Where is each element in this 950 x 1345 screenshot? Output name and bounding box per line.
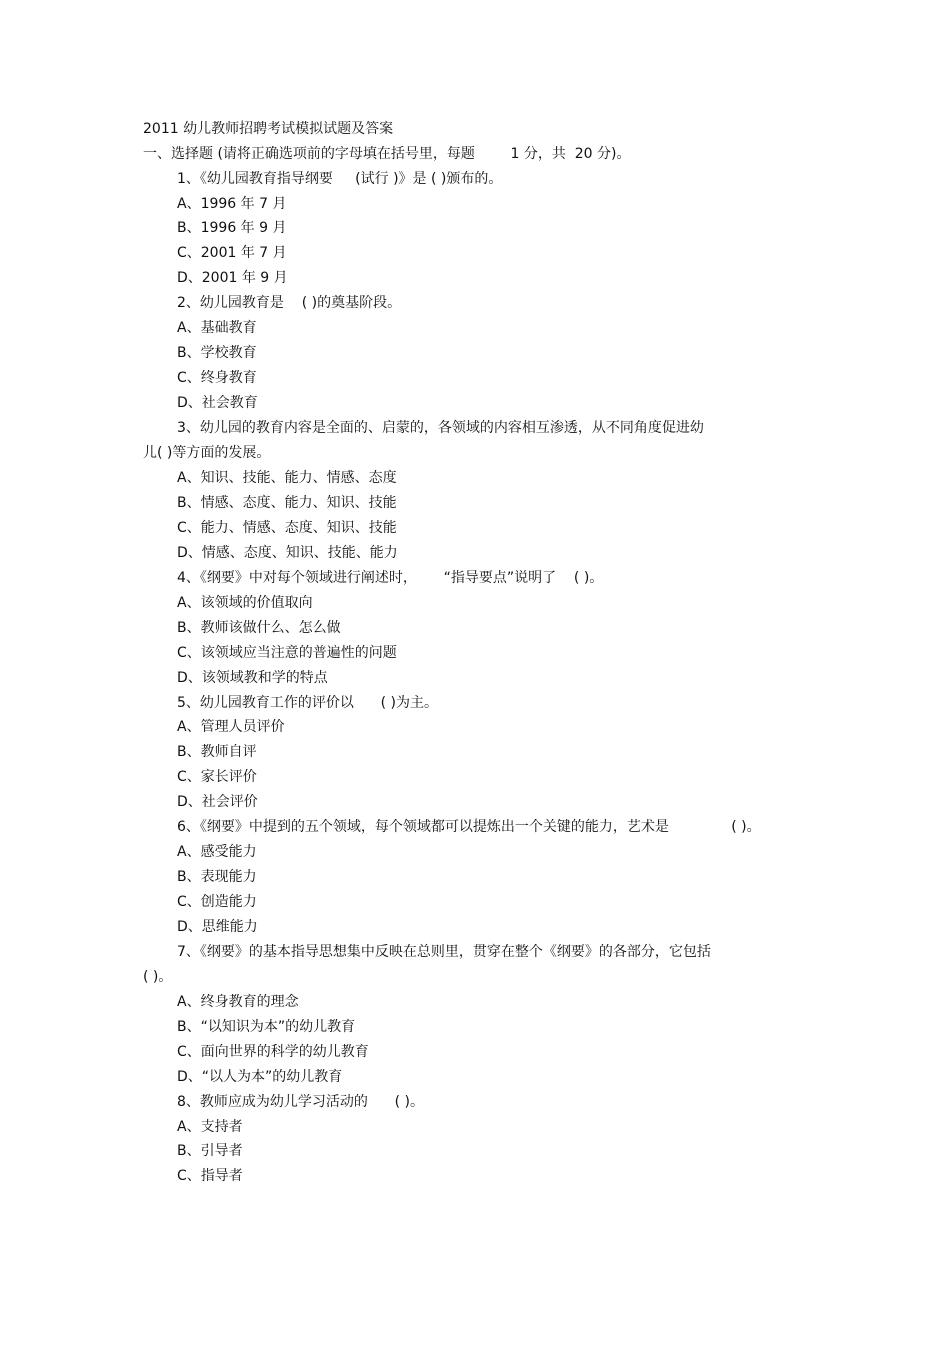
option-2a: A、基础教育	[177, 320, 257, 336]
option-6c: C、创造能力	[177, 894, 257, 910]
option-5a: A、管理人员评价	[177, 719, 285, 735]
question-1: 1、《幼儿园教育指导纲要 (试行 )》是 ( )颁布的。	[177, 171, 503, 187]
option-4a: A、该领域的价值取向	[177, 595, 313, 611]
option-2d: D、社会教育	[177, 395, 258, 411]
option-1d: D、2001 年 9 月	[177, 270, 288, 286]
option-3a: A、知识、技能、能力、情感、态度	[177, 470, 397, 486]
question-3: 3、幼儿园的教育内容是全面的、启蒙的，各领域的内容相互渗透，从不同角度促进幼	[177, 420, 704, 436]
option-1a: A、1996 年 7 月	[177, 196, 287, 212]
question-8: 8、教师应成为幼儿学习活动的 ( )。	[177, 1094, 424, 1110]
question-2: 2、幼儿园教育是 ( )的奠基阶段。	[177, 295, 402, 311]
option-5c: C、家长评价	[177, 769, 257, 785]
question-6: 6、《纲要》中提到的五个领域，每个领域都可以提炼出一个关键的能力，艺术是 ( )。	[177, 819, 761, 835]
question-4: 4、《纲要》中对每个领域进行阐述时， “指导要点”说明了 ( )。	[177, 570, 604, 586]
option-6a: A、感受能力	[177, 844, 257, 860]
option-8b: B、引导者	[177, 1143, 243, 1159]
option-7c: C、面向世界的科学的幼儿教育	[177, 1044, 369, 1060]
document-title: 2011 幼儿教师招聘考试模拟试题及答案	[143, 121, 394, 137]
question-3-continued: 儿( )等方面的发展。	[143, 445, 271, 461]
option-8c: C、指导者	[177, 1168, 243, 1184]
option-3b: B、情感、态度、能力、知识、技能	[177, 495, 397, 511]
option-3c: C、能力、情感、态度、知识、技能	[177, 520, 397, 536]
option-5b: B、教师自评	[177, 744, 257, 760]
option-4c: C、该领域应当注意的普遍性的问题	[177, 645, 397, 661]
option-4b: B、教师该做什么、怎么做	[177, 620, 341, 636]
option-5d: D、社会评价	[177, 794, 258, 810]
option-2b: B、学校教育	[177, 345, 257, 361]
option-7a: A、终身教育的理念	[177, 994, 299, 1010]
question-7-continued: ( )。	[143, 969, 173, 985]
option-2c: C、终身教育	[177, 370, 257, 386]
option-6d: D、思维能力	[177, 919, 258, 935]
option-1b: B、1996 年 9 月	[177, 220, 287, 236]
option-7b: B、“以知识为本”的幼儿教育	[177, 1019, 356, 1035]
option-1c: C、2001 年 7 月	[177, 245, 287, 261]
option-8a: A、支持者	[177, 1119, 243, 1135]
section-heading: 一、选择题 (请将正确选项前的字母填在括号里，每题 1 分，共 20 分)。	[143, 146, 631, 162]
option-4d: D、该领域教和学的特点	[177, 670, 328, 686]
question-7: 7、《纲要》的基本指导思想集中反映在总则里，贯穿在整个《纲要》的各部分，它包括	[177, 944, 711, 960]
option-3d: D、情感、态度、知识、技能、能力	[177, 545, 398, 561]
question-5: 5、幼儿园教育工作的评价以 ( )为主。	[177, 695, 438, 711]
option-6b: B、表现能力	[177, 869, 257, 885]
option-7d: D、“以人为本”的幼儿教育	[177, 1069, 343, 1085]
